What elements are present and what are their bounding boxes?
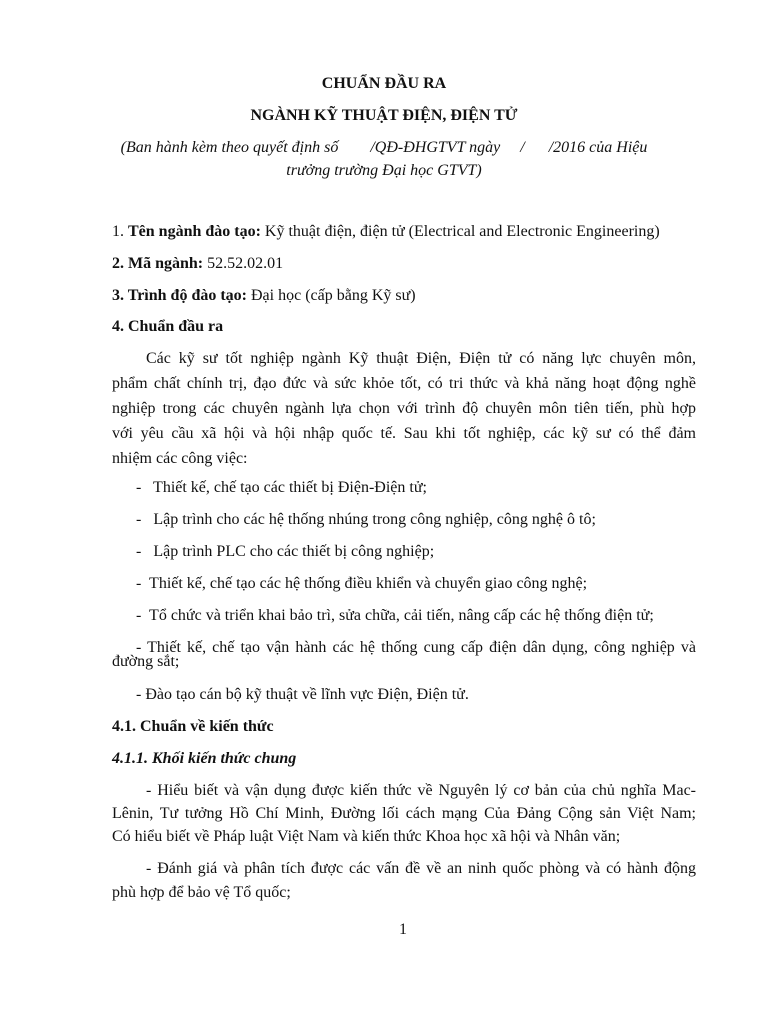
decree-note-line2: trưởng trường Đại học GTVT) [286, 162, 482, 179]
item-1-label: Tên ngành đào tạo: [128, 223, 261, 240]
knowledge-line: - Đánh giá và phân tích được các vấn đề về an ninh quốc phòng và có hành động [146, 860, 696, 877]
intro-line: phẩm chất chính trị, đạo đức và sức khỏe tốt, có tri thức và khả năng hoạt động nghề [112, 375, 696, 392]
job-item: - Lập trình cho các hệ thống nhúng trong công nghiệp, công nghệ ô tô; [136, 511, 596, 528]
intro-line: với yêu cầu xã hội và hội nhập quốc tế. Sau khi tốt nghiệp, các kỹ sư có thể đảm [112, 425, 696, 442]
section-heading-4-1: 4.1. Chuẩn về kiến thức [112, 718, 274, 735]
knowledge-line: Lênin, Tư tưởng Hồ Chí Minh, Đường lối cách mạng Của Đảng Cộng sản Việt Nam; [112, 805, 696, 822]
job-item: - Thiết kế, chế tạo các hệ thống điều khiển và chuyển giao công nghệ; [136, 575, 588, 592]
item-1-number: 1. [112, 223, 128, 240]
item-1-value: Kỹ thuật điện, điện tử (Electrical and Electronic Engineering) [260, 223, 660, 240]
job-item: - Thiết kế, chế tạo vận hành các hệ thống cung cấp điện dân dụng, công nghiệp và [136, 639, 696, 656]
intro-line: nghiệp trong các chuyên ngành lựa chọn với trình độ chuyên môn tiên tiến, phù hợp [112, 400, 696, 417]
job-item: - Thiết kế, chế tạo các thiết bị Điện-Điện tử; [136, 479, 427, 496]
item-4-heading: 4. Chuẩn đầu ra [112, 318, 224, 335]
item-2-label: 2. Mã ngành: [112, 255, 204, 272]
intro-line: nhiệm các công việc: [112, 450, 248, 467]
intro-line: Các kỹ sư tốt nghiệp ngành Kỹ thuật Điện, Điện tử có năng lực chuyên môn, [146, 350, 696, 367]
item-3 [112, 287, 416, 305]
item-3-value: Đại học (cấp bằng Kỹ sư) [247, 287, 416, 304]
decree-note-line1: (Ban hành kèm theo quyết định số /QĐ-ĐHGTVT ngày / /2016 của Hiệu [120, 139, 648, 156]
item-3-label: 3. Trình độ đào tạo: [112, 287, 247, 304]
knowledge-line: - Hiểu biết và vận dụng được kiến thức về Nguyên lý cơ bản của chủ nghĩa Mac- [146, 782, 696, 799]
job-item: - Tổ chức và triển khai bảo trì, sửa chữa, cải tiến, nâng cấp các hệ thống điện tử; [136, 607, 654, 624]
document-title: CHUẨN ĐẦU RA [321, 75, 447, 92]
knowledge-line: phù hợp để bảo vệ Tổ quốc; [112, 884, 291, 901]
item-2 [112, 255, 283, 273]
document-subtitle: NGÀNH KỸ THUẬT ĐIỆN, ĐIỆN TỬ [250, 107, 518, 124]
item-1 [112, 223, 660, 241]
job-item: - Lập trình PLC cho các thiết bị công nghiệp; [136, 543, 435, 560]
page-number: 1 [399, 921, 407, 938]
job-item: - Đào tạo cán bộ kỹ thuật về lĩnh vực Điện, Điện tử. [136, 686, 469, 703]
knowledge-line: Có hiểu biết về Pháp luật Việt Nam và kiến thức Khoa học xã hội và Nhân văn; [112, 828, 621, 845]
job-item-continuation: đường sắt; [112, 653, 180, 670]
item-2-value: 52.52.02.01 [203, 255, 284, 272]
section-heading-4-1-1: 4.1.1. Khối kiến thức chung [112, 750, 297, 767]
